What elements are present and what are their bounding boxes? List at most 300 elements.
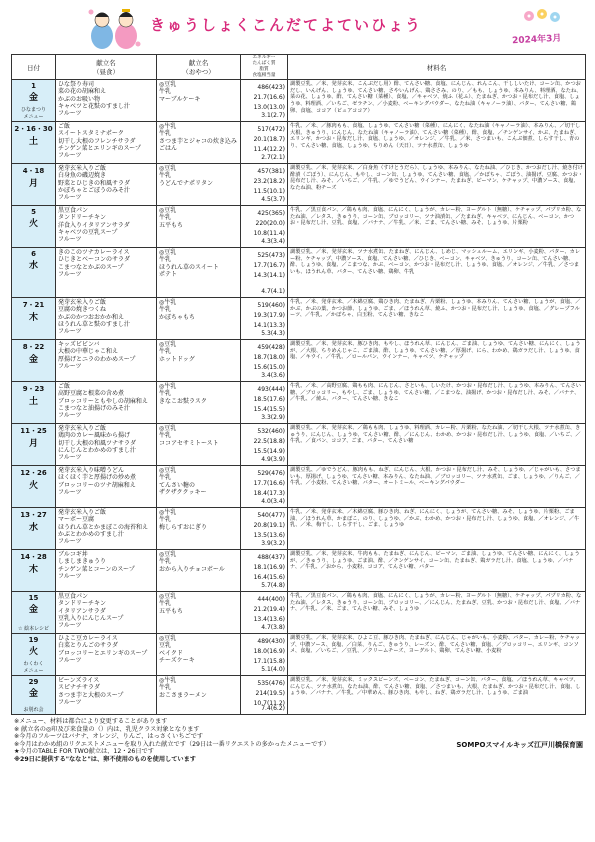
nutrition-value: 488(437) — [257, 554, 285, 561]
header-energy-protein: エネルギー たんぱく質 — [252, 55, 276, 66]
lunch-dish: フルーツ — [58, 656, 82, 664]
nutrition-value: 14.3(14.1) — [253, 272, 285, 279]
nutrition-value: 444(400) — [257, 596, 285, 603]
nutrition-cell — [241, 122, 288, 164]
nutrition-cell — [241, 340, 288, 382]
lunch-dish: フルーツ — [58, 152, 82, 160]
nursery-brand: SOMPOスマイルキッズ江戸川橋保育園 — [456, 741, 583, 749]
table-header-row — [12, 55, 586, 80]
day-cell — [12, 340, 56, 382]
lunch-dish: イタリアンサラダ — [58, 607, 106, 615]
lunch-cell — [56, 382, 157, 424]
nutrition-cell — [241, 298, 288, 340]
ingredients-cell: 牛乳、／米、／高野豆腐、鶏もも肉、にんじん、さといも、しいたけ、かつお・昆布だし汁、しょうゆ、本みりん、てんさい糖、／ブロッコリー、もやし、ごま、しょうゆ、てんさい糖、／こまつな、油揚げ、かつお・昆布だし汁、みそ、／バナナ、／牛乳、／焼ふ、バター、てんさい糖、きなこ — [288, 382, 586, 424]
nutrition-value: 21.2(19.4) — [253, 606, 285, 613]
lunch-dish: ひな祭り寿司 — [58, 81, 95, 88]
nutrition-value: 4.5(3.7) — [261, 196, 285, 203]
nutrition-value: 18.5(17.6) — [253, 396, 285, 403]
snack-dish: チーズケーキ — [159, 656, 195, 664]
lunch-cell — [56, 676, 157, 715]
lunch-dish: かぼちゃとごぼうのみそ汁 — [58, 186, 131, 194]
lunch-dish: ブロッコリーともやしの胡麻和え — [58, 397, 148, 405]
snack-dish: 牛乳 — [159, 214, 172, 222]
snack-dish: 梅しらすおにぎり — [159, 523, 208, 531]
lunch-dish: チンゲン菜とエリンギのスープ — [58, 144, 141, 152]
day-of-week: 火 — [28, 481, 38, 491]
snack-dish: 牛乳 — [159, 130, 172, 138]
snack-cell — [157, 206, 241, 248]
nutrition-value: 214(19.5) — [255, 690, 285, 697]
day-of-week: 木 — [28, 565, 38, 575]
lunch-dish: 黒豆食パン — [58, 593, 89, 600]
nutrition-cell — [241, 424, 288, 466]
menu-row — [12, 508, 586, 550]
snack-dish: 五平もち — [159, 607, 184, 615]
lunch-dish: ひよこ豆カレーライス — [58, 635, 118, 642]
lunch-dish: ひじきとベーコンのサラダ — [58, 256, 130, 264]
date-number: 1 — [31, 82, 36, 90]
snack-dish: てんさい糖の — [159, 481, 196, 489]
nutrition-cell — [241, 634, 288, 676]
date-number: 12・26 — [20, 469, 47, 477]
ingredients-cell: 調製豆乳、／米、発芽玄米、／白身魚（すけとうだら）、しょうゆ、本みりん、なたね油、／ひじき、かつおだし汁、焼き付け酢漬（ごぼう）、にんじん、もやし、コーン缶、しょうゆ、てんさい糖、食塩、／かぼちゃ、ごぼう、油揚げ、豆腐、かつお・昆布だし汁、みそ、／いちご、／牛乳、／ゆでうどん、ウインナー、たまねぎ、ピーマン、ケチャップ、中濃ソース、食塩、なたね油、粉チーズ — [288, 164, 586, 206]
nutrition-cell — [241, 206, 288, 248]
date-number: 9・23 — [22, 385, 45, 393]
nutrition-value: 486(423) — [257, 84, 285, 91]
lunch-dish: 発芽玄米入りご飯 — [58, 425, 107, 432]
nutrition-value: 7.4(6.2) — [261, 705, 285, 712]
flower-decoration-icon — [519, 6, 565, 34]
snack-dish: ベイクド — [159, 649, 183, 657]
ingredients-cell: 牛乳、／米、／豚肉もも、食塩、しょうゆ、てんさい糖（菜種）、にんにく、なたね油（キャノーラ油）、本みりん、／切干し大根、きゅうり、にんじん、なたね油（キャノーラ油）、てんさい糖（菜種）、酢、食塩、／チンゲンサイ、かぶ、たまねぎ、エリンギ、かつお・昆布だし汁、食塩、しょうゆ、／オレンジ、／牛乳、／米、さつまいも、こんぶ佃煮、しらす干し、青のり、てんさい糖、食塩、しょうゆ、ちりめん（天日）、ツナ水煮缶、しょうゆ — [288, 122, 586, 164]
day-cell — [12, 508, 56, 550]
day-of-week: 火 — [28, 219, 38, 229]
nutrition-value: 529(476) — [257, 470, 285, 477]
day-of-week: 金 — [28, 355, 38, 365]
nutrition-value: 5.7(4.8) — [261, 582, 285, 589]
lunch-dish: フルーツ — [58, 538, 82, 546]
ingredients-cell: 調製豆乳、／米、発芽玄米、豚ひき肉、もやし、ほうれん草、にんじん、ごま油、しょうゆ、てんさい糖、にんにく、しょうが、／大根、ちりめんじゃこ、ごま油、酢、しょうゆ、てんさい糖、／厚揚げ、にら、わかめ、鶏ガラだし汁、しょうゆ、食塩、／キウイ、／牛乳、／ロールパン、ウインナー、キャベツ、ケチャップ — [288, 340, 586, 382]
lunch-dish: ブロッコリーのツナ胡麻和え — [58, 481, 136, 489]
menu-row — [12, 122, 586, 164]
footer-note: ※29日に提供する"ななと"は、卵不使用のものを使用しています — [14, 755, 196, 763]
ingredients-cell: 牛乳、／黒豆食パン、／鶏もも肉、食塩、にんにく、しょうが、カレー粉、ヨーグルト（無糖）、ケチャップ、パプリカ粉、なたね油、／レタス、きゅうり、コーン缶、ブロッコリー、／にんじん、たまねぎ、豆乳、かつお・昆布だし汁、食塩、／バナナ、／牛乳、／米、ごま、てんさい糖、みそ、しょうゆ — [288, 592, 586, 634]
day-cell — [12, 206, 56, 248]
nutrition-value: 13.4(13.6) — [253, 616, 285, 623]
nutrition-value: 15.6(15.0) — [253, 364, 285, 371]
nutrition-value: 21.7(16.6) — [253, 94, 285, 101]
lunch-dish: 発芽玄米入り味噌うどん — [58, 467, 125, 474]
ingredients-cell: 調製豆乳、／米、発芽玄米、こんぶだし用）酢、てんさい糖、食塩、にんじん、れんこん、干ししいたけ、コーン缶、かつおだし、いんげん、しょうゆ、てんさい糖、さやいんげん、鶏ささみ、のり、／もも、しょうゆ、本みりん、料理酒、なたね、菜の花、しょうゆ、酢、てんさい糖（菜種）、食塩、／キャベツ、焼ふ（花ふ）、たまねぎ、かつお・昆布だし汁、食塩、しょうゆ、料理酒、／いちご、ゼラチン、／小麦粉、ベーキングパウダー、なたね油（キャノーラ油）、バター、てんさい糖、鶏卵、食塩、ココア（ピュアココア） — [288, 80, 586, 122]
event-label: ☆ 絵本レシピ — [18, 626, 49, 632]
day-cell — [12, 298, 56, 340]
snack-dish: ◎豆乳 — [159, 635, 177, 642]
snack-dish: ザクザククッキー — [159, 488, 207, 496]
menu-row — [12, 298, 586, 340]
date-number: 14・28 — [20, 553, 47, 561]
ingredients-cell: 牛乳、／米、発芽玄米、／木綿豆腐、豚ひき肉、ねぎ、にんにく、しょうが、てんさい糖、みそ、しょうゆ、片栗粉、ごま油、／ほうれん草、かまぼこ、のり、しょうゆ、／かぶ、わかめ、かつお・昆布だし汁、しょうゆ、食塩、／オレンジ、／牛乳、／米、梅干し、しらす干し、ごま、しょうゆ — [288, 508, 586, 550]
day-of-week: 土 — [28, 137, 38, 147]
day-cell — [12, 164, 56, 206]
date-number: 7・21 — [22, 301, 45, 309]
snack-dish: うどんでナポリタン — [159, 179, 214, 187]
lunch-cell — [56, 80, 157, 122]
snack-dish: 牛乳 — [159, 684, 172, 692]
snack-cell — [157, 122, 241, 164]
snack-dish: 五平もち — [159, 221, 184, 229]
menu-row — [12, 248, 586, 298]
lunch-dish: フルーツ — [58, 328, 82, 336]
nutrition-cell — [241, 80, 288, 122]
snack-dish: 牛乳 — [159, 558, 172, 566]
nutrition-value: 4.3(3.4) — [261, 238, 285, 245]
nutrition-value: 19.3(17.9) — [253, 312, 285, 319]
menu-table — [11, 54, 586, 715]
snack-dish: ポテト — [159, 270, 178, 278]
nutrition-value: 3.1(2.7) — [261, 112, 285, 119]
snack-dish: ココアセサミトースト — [159, 439, 219, 447]
menu-row — [12, 340, 586, 382]
snack-dish: きなこお麩ラスク — [159, 397, 207, 405]
lunch-dish: 切干し大根の和風ツナサラダ — [58, 439, 136, 447]
date-number: 4・18 — [22, 167, 45, 175]
nutrition-cell — [241, 508, 288, 550]
snack-dish: 牛乳 — [159, 474, 172, 482]
page-header — [0, 0, 595, 52]
ingredients-cell: 調製豆乳、／米、発芽玄米、ひよこ豆、豚ひき肉、たまねぎ、にんじん、じゃがいも、小麦粉、バター、カレー粉、ケチャップ、中濃ソース、食塩、／白菜、りんご、きゅうり、レーズン、酢、てんさい糖、食塩、／ブロッコリー、エリンギ、コンソメ、食塩、／いちご、／豆乳、／クリームチーズ、ヨーグルト、鶏卵、てんさい糖、小麦粉 — [288, 634, 586, 676]
lunch-dish: フルーツ — [58, 454, 82, 462]
nutrition-value: 10.8(11.4) — [253, 230, 285, 237]
menu-row — [12, 206, 586, 248]
snack-cell — [157, 382, 241, 424]
footer-note: ※今月のフルーツはバナナ、オレンジ、りんご、はっさくいちごです — [14, 733, 204, 741]
snack-dish: ◎豆乳 — [159, 341, 177, 348]
snack-dish: ◎豆乳 — [159, 593, 177, 600]
footer-notes — [14, 718, 586, 764]
date-number: 8・22 — [22, 343, 45, 351]
nutrition-value: 3.4(3.6) — [261, 372, 285, 379]
nutrition-value: 457(381) — [257, 168, 285, 175]
nutrition-value: 20.1(18.7) — [253, 136, 285, 143]
lunch-dish: フルーツ — [58, 412, 82, 420]
nutrition-value: 14.1(13.3) — [253, 322, 285, 329]
snack-dish: 牛乳 — [159, 88, 172, 96]
lunch-dish: かぶとわかめのすまし汁 — [58, 530, 125, 538]
lunch-cell — [56, 248, 157, 298]
date-number: 13・27 — [20, 511, 47, 519]
nutrition-value: 15.4(15.5) — [253, 406, 285, 413]
nutrition-value: 18.7(18.0) — [253, 354, 285, 361]
nutrition-value: 3.9(3.2) — [261, 540, 285, 547]
lunch-cell — [56, 550, 157, 592]
nutrition-value: 5.3(4.3) — [261, 330, 285, 337]
nutrition-value: 18.1(16.9) — [253, 564, 285, 571]
snack-dish: ◎豆乳 — [159, 207, 177, 214]
lunch-dish: ブルコギ丼 — [58, 551, 88, 558]
menu-row — [12, 634, 586, 676]
lunch-dish: 黒豆食パン — [58, 207, 89, 214]
footer-note: ※メニュー、材料は都合により変更することがあります — [14, 718, 168, 725]
date-number: 2・16・30 — [14, 125, 53, 133]
lunch-dish: 鶏肉のカレー風味から揚げ — [58, 432, 131, 440]
header-ingredients: 材料名 — [288, 55, 586, 80]
date-number: 15 — [28, 594, 39, 602]
lunch-dish: ご飯 — [58, 123, 71, 130]
nutrition-value: 18.0(16.9) — [253, 648, 285, 655]
day-of-week: 水 — [28, 523, 38, 533]
snack-dish: 豆乳 — [159, 642, 172, 650]
lunch-dish: さつま芋と大根のスープ — [58, 691, 124, 699]
date-number: 19 — [28, 636, 39, 644]
lunch-dish: 白菜とりんごのサラダ — [58, 642, 118, 650]
lunch-dish: ビーンズライス — [58, 677, 100, 684]
ingredients-cell: 調製豆乳、／米、発芽玄米、ツナ水煮缶、たまねぎ、にんじん、しめじ、マッシュルーム、エリンギ、小麦粉、バター、カレー粉、ケチャップ、中濃ソース、食塩、てんさい糖、／ひじき、ベーコン、キャベツ、きゅうり、コーン缶、てんさい糖、酢、しょうゆ、食塩、／こまつな、かぶ、ベーコン、かつお・昆布だし汁、しょうゆ、食塩、／オレンジ、／牛乳、／さつまいも、ほうれん草、バター、てんさい糖、鶏卵、牛乳 — [288, 248, 586, 298]
snack-dish: 牛乳 — [159, 390, 172, 398]
lunch-dish: 野菜とひじきの和風サラダ — [58, 179, 130, 187]
snack-dish: ◎豆乳 — [159, 551, 177, 558]
lunch-dish: 厚揚げとニラのわかめスープ — [58, 355, 136, 363]
lunch-dish: ブロッコリーとエリンギのスープ — [58, 649, 148, 657]
nutrition-value: 3.3(2.9) — [261, 414, 285, 421]
day-cell — [12, 424, 56, 466]
ingredients-cell: 牛乳、／米、発芽玄米、／木綿豆腐、鶏ひき肉、たまねぎ、片栗粉、しょうゆ、本みりん、てんさい糖、しょうが、食塩、／かぶ、かぶの葉、かつお節、しょうゆ、ごま、／ほうれん草、焼ふ、かつお・昆布だし汁、しょうゆ、食塩、／グレープフルーツ、／牛乳、／かぼちゃ、白玉粉、てんさい糖、きなこ — [288, 298, 586, 340]
lunch-dish: 大根の中華じゃこ和え — [58, 348, 119, 356]
nutrition-value: 17.7(16.7) — [253, 262, 285, 269]
day-of-week: 金 — [28, 605, 38, 615]
lunch-dish: ほうれん草と麩のすまし汁 — [58, 320, 131, 328]
snack-dish: ◎豆乳 — [159, 249, 177, 256]
nutrition-value: 4.0(3.4) — [261, 498, 285, 505]
lunch-dish: タンドリーチキン — [58, 600, 106, 608]
nutrition-value: 540(477) — [257, 512, 285, 519]
nutrition-value: 17.7(16.6) — [253, 480, 285, 487]
lunch-dish: スイートスタミナポーク — [58, 130, 124, 138]
ingredients-cell: 調製豆乳、／米、発芽玄米、ミックスビーンズ、ベーコン、たまねぎ、コーン缶、バター、食塩、／ほうれん草、キャベツ、にんじん、ツナ水煮缶、なたね油、酢、てんさい糖、食塩、／さつまいも、大根、たまねぎ、かつお・昆布だし汁、食塩、しょうゆ、／バナナ、／牛乳、／中華めん、豚ひき肉、もやし、ねぎ、鶏ガラだし汁、しょうゆ、ごま油 — [288, 676, 586, 715]
day-cell — [12, 592, 56, 634]
lunch-dish: キャベツの豆乳スープ — [58, 228, 118, 236]
snack-cell — [157, 634, 241, 676]
lunch-dish: ご飯 — [58, 383, 71, 390]
header-salt: 食塩相当量 — [252, 73, 276, 78]
day-cell — [12, 122, 56, 164]
day-cell — [12, 80, 56, 122]
menu-row — [12, 550, 586, 592]
snack-dish: かぼちゃもち — [159, 313, 196, 321]
header-nutrition — [241, 55, 288, 80]
nutrition-cell — [241, 550, 288, 592]
lunch-cell — [56, 340, 157, 382]
nutrition-cell — [241, 592, 288, 634]
snack-cell — [157, 248, 241, 298]
lunch-cell — [56, 508, 157, 550]
menu-row — [12, 164, 586, 206]
lunch-dish: 洋食入りイタリアンサラダ — [58, 221, 130, 229]
snack-cell — [157, 466, 241, 508]
snack-dish: ◎牛乳 — [159, 123, 177, 130]
nutrition-value: 493(444) — [257, 386, 285, 393]
day-of-week: 水 — [28, 261, 38, 271]
lunch-dish: かぶのかつおおかか和え — [58, 313, 125, 321]
nutrition-value: 459(428) — [257, 344, 285, 351]
snack-dish: おこさまラーメン — [159, 691, 207, 699]
snack-cell — [157, 80, 241, 122]
lunch-dish: 菜の花の胡麻和え — [58, 88, 107, 96]
lunch-dish: ほくほく芋と厚揚げの炒め煮 — [58, 474, 137, 482]
date-number: 11・25 — [20, 427, 47, 435]
nutrition-value: 17.1(15.8) — [253, 658, 285, 665]
lunch-dish: 発芽玄米入りご飯 — [58, 299, 107, 306]
snack-cell — [157, 424, 241, 466]
page-title: きゅうしょくこんだてよていひょう — [150, 16, 423, 34]
nutrition-cell — [241, 248, 288, 298]
lunch-dish: 豆乳入りにんじんスープ — [58, 614, 124, 622]
nutrition-value: 489(430) — [257, 638, 285, 645]
snack-dish: 牛乳 — [159, 306, 172, 314]
nutrition-cell — [241, 676, 288, 715]
hina-dolls-illustration — [86, 4, 144, 50]
nutrition-value: 517(472) — [257, 126, 285, 133]
snack-cell — [157, 550, 241, 592]
lunch-dish: かぶのお吸い物 — [58, 95, 101, 103]
menu-row — [12, 466, 586, 508]
lunch-dish: 白身魚の磯辺焼き — [58, 172, 107, 180]
nutrition-value: 535(476) — [257, 680, 285, 687]
nutrition-value: 220(20.0) — [255, 220, 285, 227]
snack-dish: ◎牛乳 — [159, 509, 177, 516]
header-date: 日付 — [12, 55, 56, 80]
day-cell — [12, 466, 56, 508]
lunch-dish: フルーツ — [58, 698, 82, 706]
snack-dish: 牛乳 — [159, 516, 172, 524]
day-of-week: 金 — [28, 93, 38, 103]
lunch-dish: マーボー豆腐 — [58, 516, 95, 524]
date-number: 29 — [28, 678, 39, 686]
lunch-cell — [56, 298, 157, 340]
snack-dish: ほうれん草のスイート — [159, 263, 219, 271]
lunch-cell — [56, 424, 157, 466]
menu-body — [12, 80, 586, 715]
snack-dish: さつま芋とジャコの炊き込み — [159, 137, 237, 145]
lunch-dish: フルーツ — [58, 622, 82, 630]
snack-dish: ◎牛乳 — [159, 383, 177, 390]
lunch-dish: タンドリーチキン — [58, 214, 106, 222]
footer-note: ※ 献立名の◎印及び来食量の（）内は、乳児クラス対象となります — [14, 725, 200, 733]
lunch-cell — [56, 206, 157, 248]
menu-row — [12, 424, 586, 466]
lunch-dish: スピナチサラダ — [58, 684, 100, 692]
menu-row — [12, 592, 586, 634]
nutrition-value: 13.0(13.0) — [253, 104, 285, 111]
day-of-week: 火 — [28, 647, 38, 657]
nutrition-value: 525(473) — [257, 252, 285, 259]
day-of-week: 金 — [28, 689, 38, 699]
day-of-week: 月 — [28, 179, 38, 189]
ingredients-cell: 調製豆乳、／米、発芽玄米、／鶏もも肉、しょうゆ、料理酒、カレー粉、片栗粉、なたね油、／切干し大根、ツナ水煮缶、きゅうり、にんじん、しょうゆ、てんさい糖、酢、／にんじん、わかめ、かつお・昆布だし汁、しょうゆ、食塩、／いちご、／牛乳、／食パン、ココア、ごま、バター、てんさい糖 — [288, 424, 586, 466]
nutrition-cell — [241, 466, 288, 508]
lunch-cell — [56, 164, 157, 206]
lunch-dish: キャベツと花麩のすまし汁 — [58, 102, 131, 110]
header-lunch-label: 献立名 （昼食） — [93, 59, 119, 76]
nutrition-cell — [241, 164, 288, 206]
nutrition-value: 4.7(3.8) — [261, 624, 285, 631]
nutrition-value: 18.4(17.3) — [253, 490, 285, 497]
snack-dish: ◎牛乳 — [159, 299, 177, 306]
lunch-dish: フルーツ — [58, 270, 82, 278]
nutrition-value: 16.4(15.6) — [253, 574, 285, 581]
day-of-week: 木 — [28, 313, 38, 323]
nutrition-value: 15.5(14.9) — [253, 448, 285, 455]
header-lunch — [56, 55, 157, 80]
lunch-dish: フルーツ — [58, 194, 82, 202]
nutrition-value: 22.5(18.8) — [253, 438, 285, 445]
lunch-dish: フルーツ — [58, 110, 82, 118]
snack-dish: 牛乳 — [159, 172, 172, 180]
snack-cell — [157, 676, 241, 715]
month-label: 2024年3月 — [511, 33, 562, 47]
lunch-dish: こまつなと油揚げのみそ汁 — [58, 404, 131, 412]
snack-dish: ◎豆乳 — [159, 425, 177, 432]
nutrition-value: 4.7(4.1) — [261, 288, 285, 295]
lunch-dish: 発芽玄米入りご飯 — [58, 509, 107, 516]
date-number: 6 — [31, 250, 36, 258]
lunch-dish: フルーツ — [58, 572, 82, 580]
footer-note: ※今月はわかめ組のリクエストメニューを取り入れた献立です（29日は一番リクエストの多かったメニューです） — [14, 740, 330, 748]
lunch-dish: チンゲン菜とコーンのスープ — [58, 565, 135, 573]
snack-dish: ◎豆乳 — [159, 467, 177, 474]
nutrition-value: 11.5(10.1) — [253, 188, 285, 195]
event-label: お別れ会 — [23, 707, 44, 713]
nutrition-value: 23.2(18.2) — [253, 178, 285, 185]
lunch-dish: ほうれん草とかまぼこの海苔和え — [58, 523, 149, 531]
lunch-cell — [56, 634, 157, 676]
snack-dish: ◎豆乳 — [159, 81, 177, 88]
lunch-dish: フルーツ — [58, 362, 82, 370]
ingredients-cell: 調製豆乳、／ゆでうどん、豚肉もも、ねぎ、にんじん、大根、かつお・昆布だし汁、みそ、しょうゆ、／じゃがいも、さつまいも、厚揚げ、しょうゆ、てんさい糖、本みりん、なたね油、／ブロッコリー、ツナ水煮缶、ごま、しょうゆ、／りんご、／牛乳、／小麦粉、てんさい糖、バター、オートミール、ベーキングパウダー — [288, 466, 586, 508]
menu-row — [12, 382, 586, 424]
snack-dish: ◎豆乳 — [159, 165, 177, 172]
lunch-dish: こまつなとかぶのスープ — [58, 263, 124, 271]
day-cell — [12, 382, 56, 424]
snack-dish: 牛乳 — [159, 348, 172, 356]
lunch-dish: キッズビビンバ — [58, 341, 100, 348]
day-cell — [12, 248, 56, 298]
lunch-dish: 切干し大根のフレンチサラダ — [58, 137, 136, 145]
snack-cell — [157, 592, 241, 634]
snack-dish: ごはん — [159, 144, 178, 152]
nutrition-value: 425(365) — [257, 210, 285, 217]
event-label: ひなまつり メニュー — [20, 107, 46, 120]
nutrition-value: 532(460) — [257, 428, 285, 435]
nutrition-value: 2.7(2.1) — [261, 154, 285, 161]
snack-dish: 牛乳 — [159, 256, 172, 264]
nutrition-value: 11.4(12.2) — [253, 146, 285, 153]
snack-cell — [157, 508, 241, 550]
snack-cell — [157, 298, 241, 340]
lunch-dish: にんじんとわかめのすまし汁 — [58, 446, 137, 454]
lunch-dish: 豆腐の焼きつくね — [58, 306, 107, 314]
snack-dish: ◎牛乳 — [159, 677, 177, 684]
lunch-dish: きのこのツナカレーライス — [58, 249, 130, 256]
lunch-cell — [56, 466, 157, 508]
snack-cell — [157, 340, 241, 382]
date-number: 5 — [31, 208, 36, 216]
snack-dish: マーブルケーキ — [159, 95, 201, 103]
day-cell — [12, 634, 56, 676]
nutrition-value: 13.5(13.6) — [253, 532, 285, 539]
event-label: わくわく メニュー — [23, 661, 44, 674]
snack-dish: ホットドッグ — [159, 355, 195, 363]
ingredients-cell: 牛乳、／黒豆食パン、／鶏もも肉、食塩、にんにく、しょうが、カレー粉、ヨーグルト（無糖）、ケチャップ、パプリカ粉、なたね油、／レタス、きゅうり、コーン缶、ブロッコリー、ツナ油漬缶、／たまねぎ、キャベツ、にんじん、ベーコン、かつお・昆布だし汁、豆乳、食塩、／バナナ、／牛乳、／米、ごま、てんさい糖、みそ、しょうゆ、片栗粉 — [288, 206, 586, 248]
